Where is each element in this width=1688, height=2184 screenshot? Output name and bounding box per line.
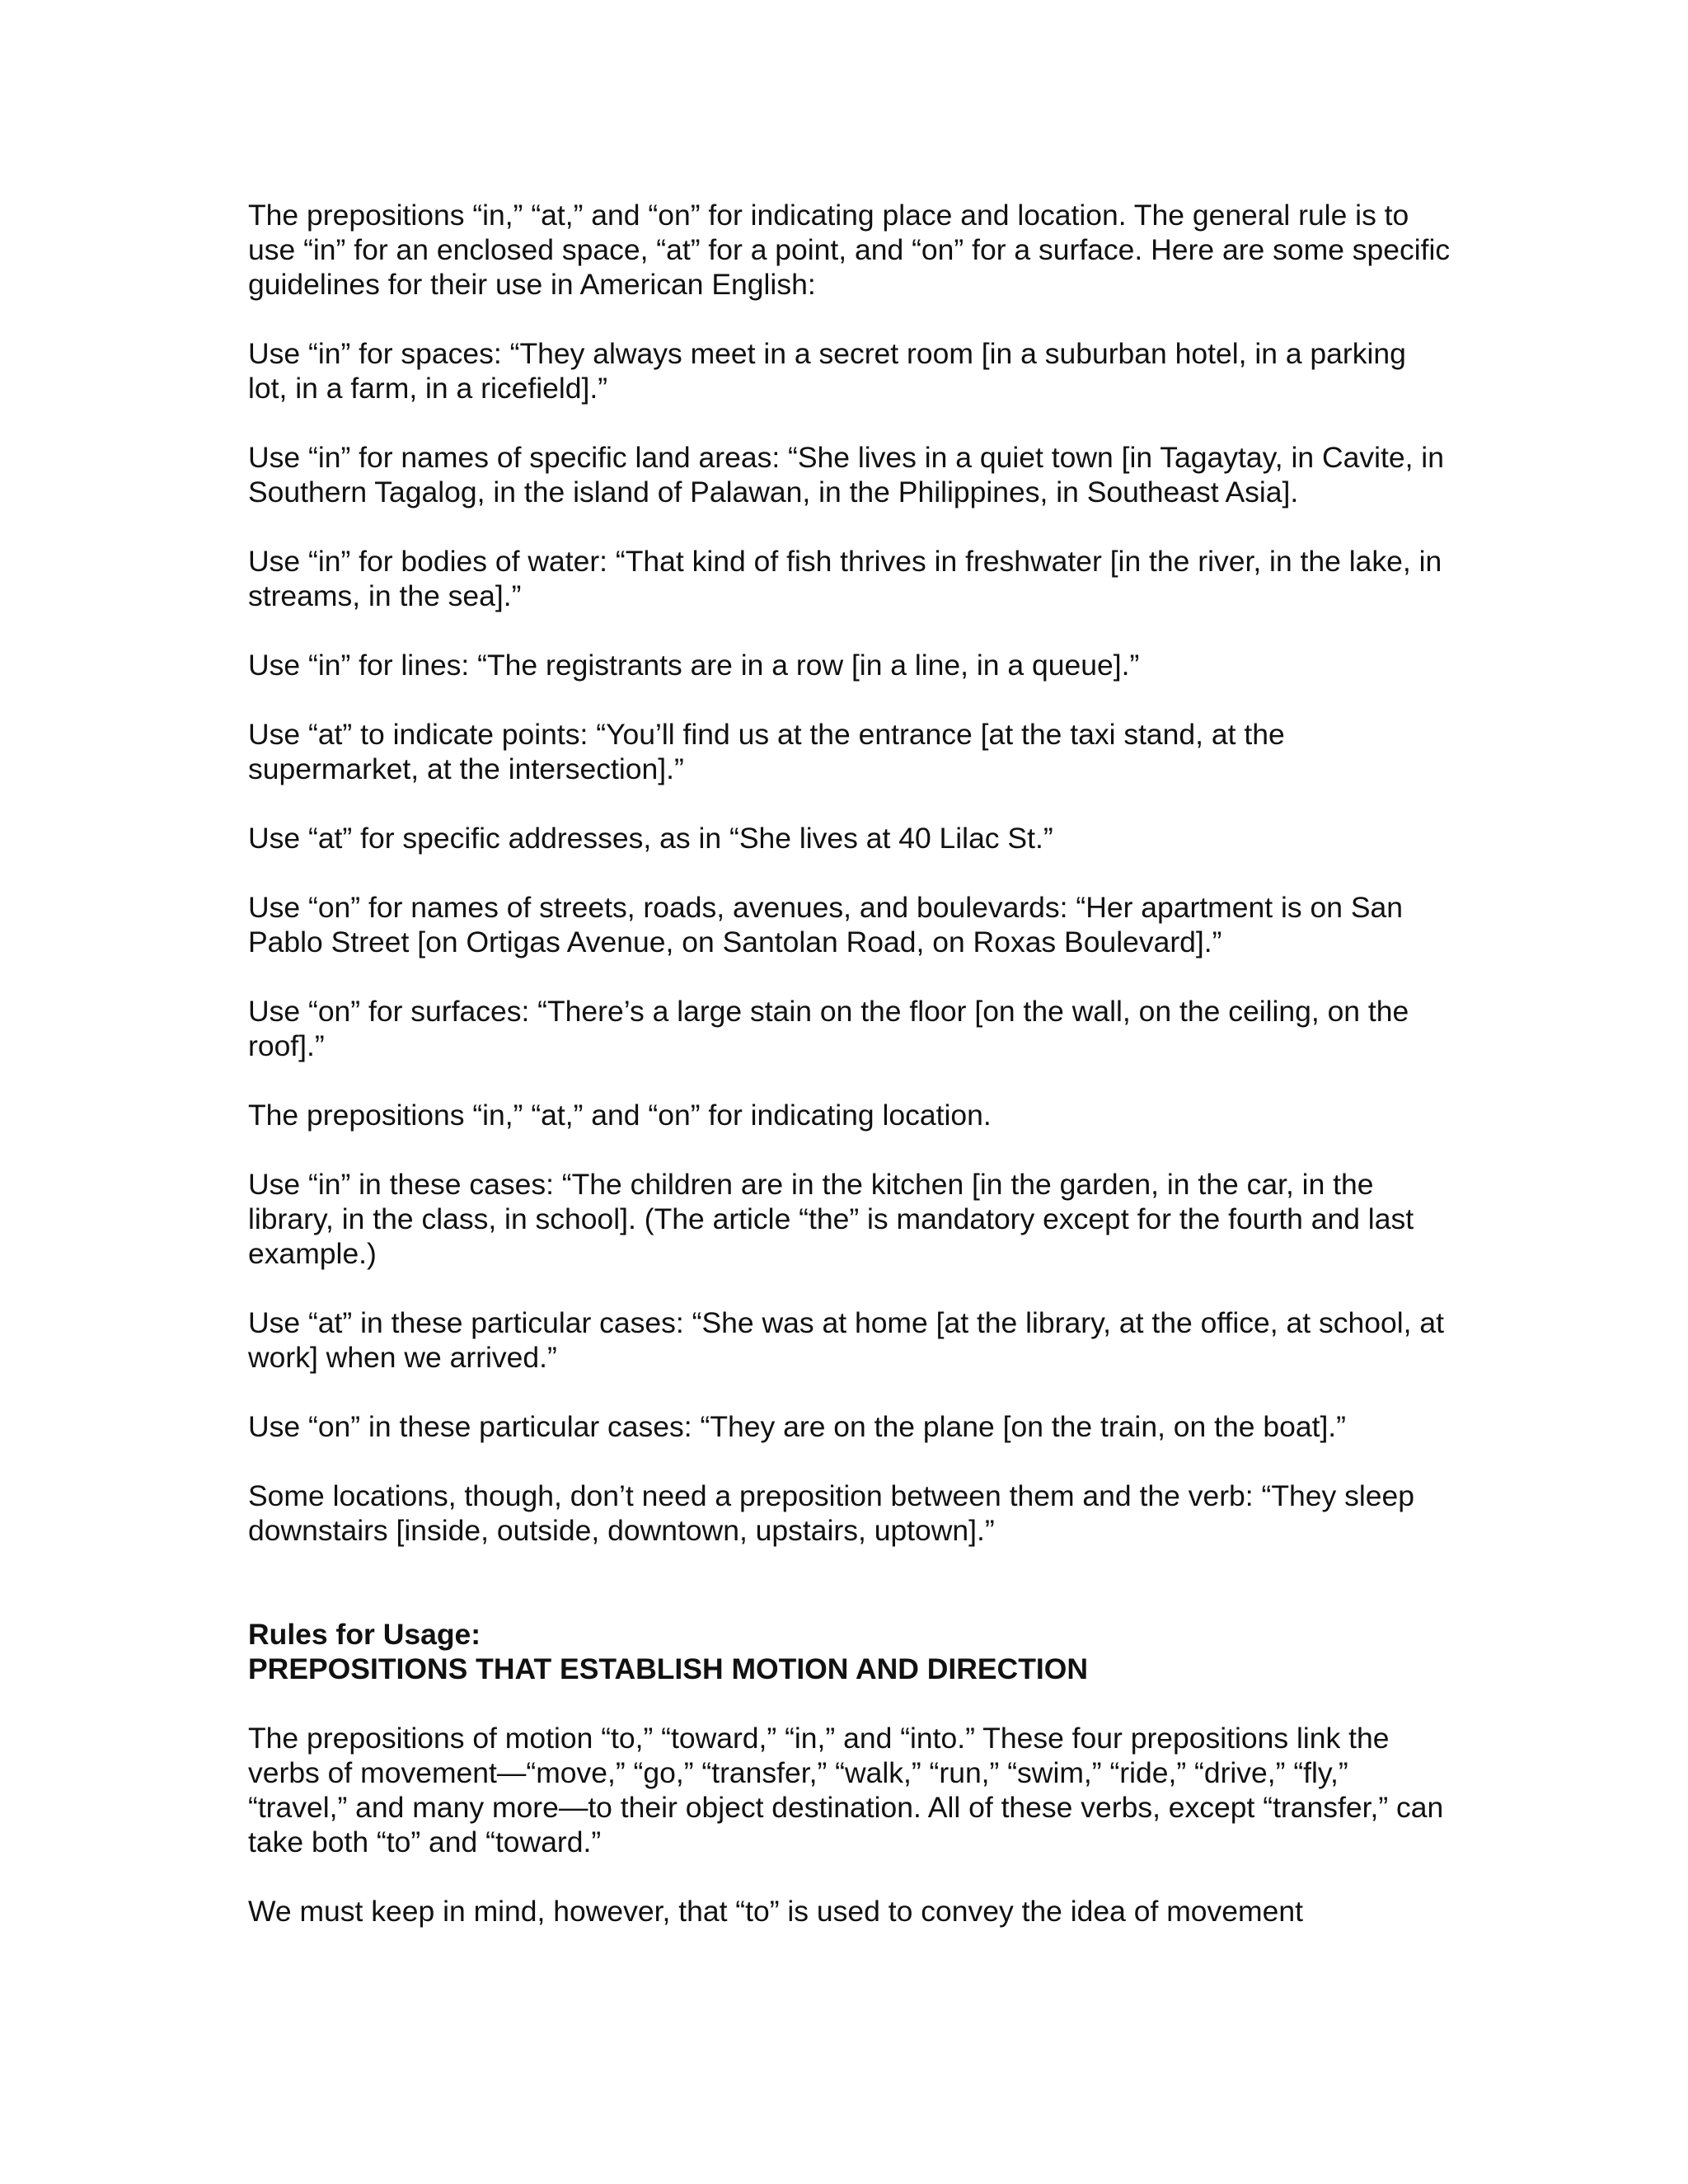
rule-in-cases: Use “in” in these cases: “The children are in the kitchen [in the garden, in the car, in the library, in the class, in school]. (The article “the” is mandatory except for the fourth and last example.) [248,1168,1414,1270]
section-heading [248,1617,1451,1686]
location-intro-paragraph: The prepositions “in,” “at,” and “on” for indicating location. [248,1099,992,1132]
rule-on-streets: Use “on” for names of streets, roads, avenues, and boulevards: “Her apartment is on San Pablo Street [on Ortigas Avenue, on Santolan Road, on Roxas Boulevard].” [248,891,1403,958]
rule-on-surfaces: Use “on” for surfaces: “There’s a large stain on the floor [on the wall, on the ceiling, on the roof].” [248,995,1409,1062]
rule-in-bodies-of-water: Use “in” for bodies of water: “That kind of fish thrives in freshwater [in the river, in the lake, in streams, in the sea].” [248,545,1442,612]
motion-note-paragraph: We must keep in mind, however, that “to” is used to convey the idea of movement [248,1895,1303,1928]
no-preposition-paragraph: Some locations, though, don’t need a preposition between them and the verb: “They sleep downstairs [inside, outside, downtown, upstairs, uptown].” [248,1479,1414,1547]
rule-in-spaces: Use “in” for spaces: “They always meet in a secret room [in a suburban hotel, in a parking lot, in a farm, in a ricefield].” [248,337,1406,405]
motion-prepositions-paragraph: The prepositions of motion “to,” “toward,” “in,” and “into.” These four prepositions link the verbs of movement—“move,” “go,” “transfer,” “walk,” “run,” “swim,” “ride,” “drive,” “fly,” “travel,” and many more—to their object destination. All of these verbs, except “transfer,” can take both “to” and “toward.” [248,1722,1444,1858]
rule-at-points: Use “at” to indicate points: “You’ll find us at the entrance [at the taxi stand, at the supermarket, at the intersection].” [248,718,1285,785]
section-heading-line1: Rules for Usage: [248,1618,481,1651]
rule-at-cases: Use “at” in these particular cases: “She was at home [at the library, at the office, at school, at work] when we arrived.” [248,1306,1444,1374]
rule-in-lines: Use “in” for lines: “The registrants are in a row [in a line, in a queue].” [248,649,1140,682]
rule-on-cases: Use “on” in these particular cases: “They are on the plane [on the train, on the boat].” [248,1410,1346,1443]
intro-paragraph: The prepositions “in,” “at,” and “on” for indicating place and location. The general rule is to use “in” for an enclosed space, “at” for a point, and “on” for a surface. Here are some specific guidelines for their use in American English: [248,199,1451,301]
rule-at-addresses: Use “at” for specific addresses, as in “She lives at 40 Lilac St.” [248,822,1053,855]
section-heading-line2: PREPOSITIONS THAT ESTABLISH MOTION AND DIRECTION [248,1652,1088,1685]
document-body [248,198,1451,1929]
rule-in-land-areas: Use “in” for names of specific land areas: “She lives in a quiet town [in Tagaytay, in Cavite, in Southern Tagalog, in the island of Palawan, in the Philippines, in Southeast Asia]. [248,441,1444,509]
